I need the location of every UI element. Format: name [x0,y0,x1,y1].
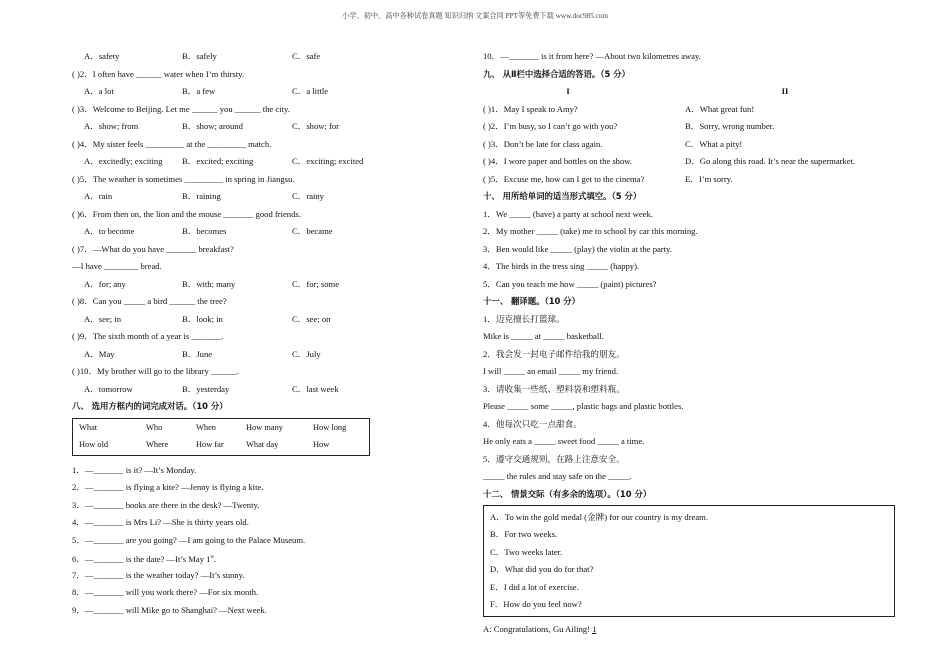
option: C．July [292,348,321,359]
q4-options [72,153,372,171]
dialog-10: 10．—_______ is it from here? —About two kilometres away. [483,51,701,61]
match-row [483,153,893,171]
option: A．for; any [84,278,126,289]
question-9: ( )9．The sixth month of a year is _______. [72,331,224,341]
option: C．exciting; excited [292,156,364,166]
section-11-title: 十一、 翻译题。（10 分） [483,296,581,306]
option-item: B．For two weeks. [490,529,558,540]
q7-options [72,276,372,294]
option: C．a little [292,86,329,96]
fill-item: 5．Can you teach me how _____ (paint) pictures? [483,278,657,289]
translation-answer: Please _____ some _____, plastic bags and plastic bottles. [483,401,684,411]
match-answer: A．What great fun! [685,103,755,114]
word: How long [313,422,347,432]
option: C．last week [292,383,339,394]
q3-options [72,118,372,136]
translation-prompt: 3．请收集一些纸、塑料袋和塑料瓶。 [483,383,625,394]
word: How [313,439,330,449]
section-8-title: 八、 选用方框内的词完成对话。（10 分） [72,401,228,411]
option: C．rainy [292,191,324,201]
option: A．May [84,348,115,359]
dialog-5: 5．—_______ are you going? —I am going to the Palace Museum. [72,534,306,545]
option: A．a lot [84,86,114,96]
q8-options [72,311,372,329]
dialog-7: 7．—_______ is the weather today? —It’s sunny. [72,569,245,580]
option: B．excited; exciting [182,156,254,166]
option: A．to become [84,226,135,236]
superscript: st [210,555,214,560]
option: A．show; from [84,121,139,131]
option: C．show; for [292,121,340,131]
page-header: 小学、初中、高中各种试卷真题 知识归纳 文案合同 PPT等免费下载 www.doc985.com [342,12,608,20]
option: B．look; in [182,313,223,324]
option: B．June [182,348,213,359]
dialog-4: 4．—_______ is Mrs Li? —She is thirty years old. [72,517,249,527]
match-question: ( )3．Don’t be late for class again. [483,138,603,149]
match-row [483,118,893,136]
word: What [79,422,98,432]
match-answer: E．I’m sorry. [685,173,733,184]
q1-options [72,48,372,66]
translation-prompt: 4．他每次只吃一点甜食。 [483,418,582,429]
option: A．tomorrow [84,383,133,394]
question-2: ( )2．I often have ______ water when I’m thirsty. [72,68,244,79]
section-12-title: 十二、 情景交际（有多余的选项）。（10 分） [483,488,652,499]
option: B．with; many [182,278,236,289]
option: C．for; some [292,278,340,289]
word: What day [246,439,279,449]
option: B．raining [182,191,221,201]
dialog-line-text: A: Congratulations, Gu Ailing! [483,624,593,635]
option: C．became [292,226,333,236]
word: Who [146,422,163,432]
dialog-2: 2．—_______ is flying a kite? —Jenny is flying a kite. [72,482,264,492]
option: B．a few [182,86,216,96]
q9-options [72,346,372,364]
match-answer: D．Go along this road. It’s near the supermarket. [685,156,856,166]
match-row [483,101,893,119]
question-10: ( )10．My brother will go to the library ______. [72,366,239,376]
match-answer: C．What a pity! [685,138,743,149]
word: How far [196,439,224,449]
word: When [196,422,216,432]
dialog-3: 3．—_______ books are there in the desk? —Twenty. [72,499,260,510]
right-column [483,48,893,639]
translation-answer: I will _____ an email _____ my friend. [483,366,619,376]
question-7: ( )7．—What do you have _______ breakfast? [72,243,234,254]
option: A．safety [84,51,120,61]
option: A．see; in [84,313,121,324]
q2-options [72,83,372,101]
dialog-6-text: 6．—_______ is the date? —It’s May 1 [72,553,211,564]
option: B．becomes [182,226,227,236]
option: B．safely [182,51,217,61]
match-question: ( )4．I wore paper and bottles on the show. [483,156,633,166]
translation-prompt: 2．我会发一封电子邮件给我的朋友。 [483,348,625,359]
option: B．show; around [182,121,243,131]
word-box [72,418,370,456]
dialog-8: 8．—_______ will you work there? —For six month. [72,587,259,597]
option: B．yesterday [182,383,230,394]
word: Where [146,439,169,449]
question-4: ( )4．My sister feels _________ at the _________ match. [72,138,272,149]
dialog-1: 1．—_______ is it? —It’s Monday. [72,464,197,475]
question-5: ( )5．The weather is sometimes _________ in spring in Jiangsu. [72,173,295,184]
option-item: E．I did a lot of exercise. [490,581,579,592]
match-row [483,171,893,189]
match-question: ( )5．Excuse me, how can I get to the cinema? [483,173,645,184]
word: How old [79,439,109,449]
fill-item: 3．Ben would like _____ (play) the violin at the party. [483,243,672,254]
dialog-6-tail: . [213,553,216,564]
question-8: ( )8．Can you _____ a bird ______ the tree? [72,296,227,306]
option: A．rain [84,191,113,201]
q6-options [72,223,372,241]
options-box [483,505,895,617]
fill-item: 2．My mother _____ (take) me to school by car this morning. [483,226,698,236]
match-question: ( )1．May I speak to Amy? [483,103,578,114]
fill-item: 1．We _____ (have) a party at school next week. [483,208,653,219]
fill-item: 4．The birds in the tress sing _____ (happy). [483,261,640,271]
column-II-header: II [781,86,789,96]
answer-blank: 1 [592,624,597,635]
question-3: ( )3．Welcome to Beijing. Let me ______ you ______ the city. [72,103,290,114]
translation-answer: He only eats a _____ sweet food _____ a time. [483,436,645,446]
dialog-line-a [483,621,893,639]
q10-options [72,381,372,399]
dialog-6 [72,549,372,567]
match-row [483,136,893,154]
word: How many [246,422,283,432]
left-column [72,48,372,619]
match-answer: B．Sorry, wrong number. [685,121,775,131]
option-item: D．What did you do for that? [490,564,594,575]
match-question: ( )2．I’m busy, so I can’t go with you? [483,121,618,131]
option: C．safe [292,51,321,61]
translation-answer: Mike is _____ at _____ basketball. [483,331,604,341]
question-7-response: —I have ________ bread. [72,261,162,271]
dialog-9: 9．—_______ will Mike go to Shanghai? —Next week. [72,604,267,615]
translation-prompt: 1．迈克擅长打篮球。 [483,313,565,324]
translation-answer: _____ the rules and stay safe on the _____. [483,471,632,481]
match-column-headers [483,83,893,101]
option-item: C．Two weeks later. [490,546,563,557]
column-I-header: I [566,86,570,96]
option-item: F．How do you feel now? [490,598,582,609]
section-9-title: 九、 从Ⅱ栏中选择合适的答语。（5 分） [483,68,630,79]
q5-options [72,188,372,206]
option-item: A．To win the gold medal (金牌) for our country is my dream. [490,512,709,522]
option: C．see; on [292,313,331,324]
translation-prompt: 5．遵守交通规则，在路上注意安全。 [483,453,625,464]
option: A．excitedly; exciting [84,156,163,166]
section-10-title: 十、 用所给单词的适当形式填空。（5 分） [483,191,642,201]
question-6: ( )6．From then on, the lion and the mouse _______ good friends. [72,208,301,219]
